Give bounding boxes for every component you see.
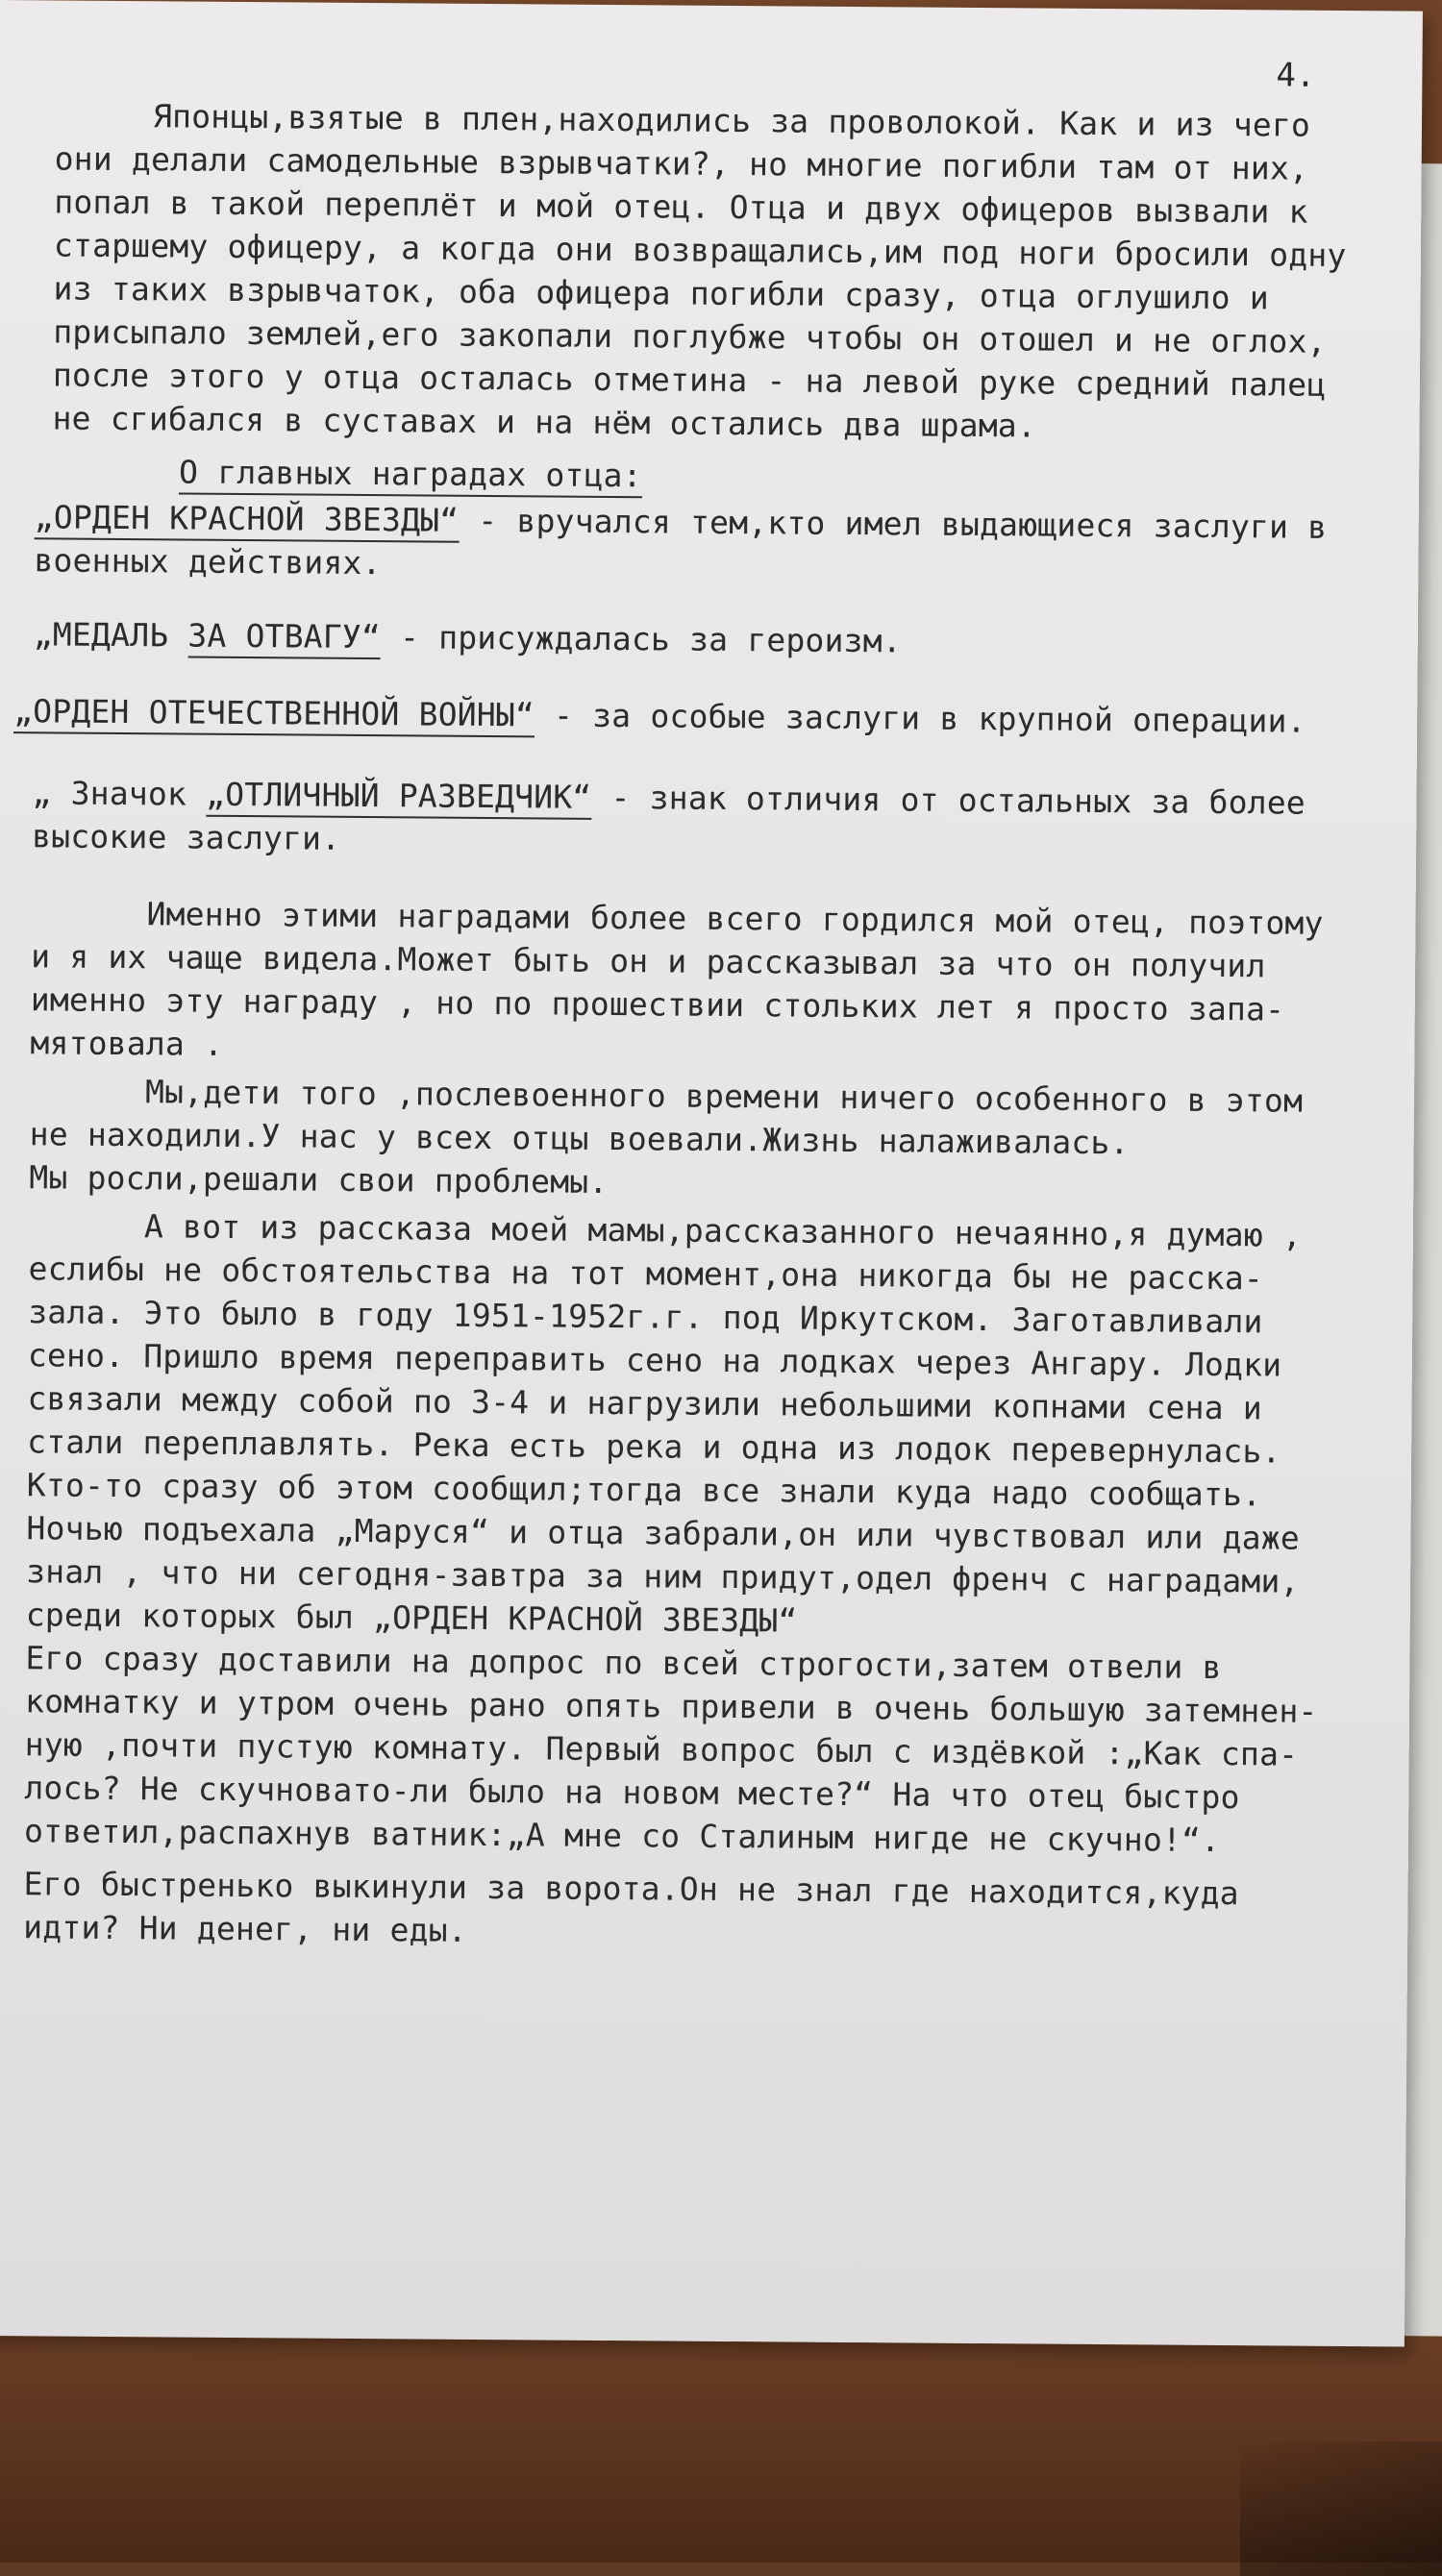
text-line: лось? Не скучновато-ли было на новом месте?“ На что отец быстро: [24, 1769, 1240, 1817]
text-line: и я их чаще видела.Может быть он и рассказывал за что он получил: [31, 937, 1266, 985]
text-line: именно эту награду , но по прошествии стольких лет я просто запа-: [30, 980, 1285, 1028]
text-line: стали переплавлять. Река есть река и одна из лодок перевернулась.: [27, 1423, 1281, 1471]
text-line: мятовала .: [30, 1024, 224, 1063]
text-line: еслибы не обстоятельства на тот момент,она никогда бы не расска-: [28, 1250, 1264, 1298]
text-line: старшему офицеру, а когда они возвращались,им под ноги бросили одну: [53, 226, 1347, 275]
award-description: - знак отличия от остальных за более: [591, 778, 1306, 822]
text-line: Мы,дети того ,послевоенного времени ничего особенного в этом: [144, 1073, 1304, 1120]
medal-prefix: „МЕДАЛЬ: [33, 615, 188, 655]
text-line: А вот из рассказа моей мамы,рассказанного нечаянно,я думаю ,: [143, 1207, 1303, 1254]
award-excellent-scout: [32, 774, 1305, 822]
text-line: Именно этими наградами более всего гордился мой отец, поэтому: [146, 895, 1324, 942]
text-line: не находили.У нас у всех отцы воевали.Жизнь налаживалась.: [29, 1115, 1130, 1162]
corner-shadow: [1240, 2441, 1442, 2576]
text-line: Его быстренько выкинули за ворота.Он не знал где находится,куда: [23, 1865, 1239, 1913]
award-description: - вручался тем,кто имел выдающиеся заслуги в: [459, 501, 1328, 546]
award-name: ЗА ОТВАГУ“: [187, 617, 381, 660]
text-line: Ночью подъехала „Маруся“ и отца забрали,он или чувствовал или даже: [26, 1509, 1301, 1557]
text-line: идти? Ни денег, ни еды.: [23, 1908, 467, 1949]
awards-heading-text: О главных наградах отца:: [179, 453, 642, 498]
award-description: - присуждалась за героизм.: [380, 618, 903, 660]
page-number: 4.: [1276, 56, 1316, 95]
text-line: присыпало землей,его закопали поглубже чтобы он отошел и не оглох,: [53, 312, 1327, 360]
text-line: Японцы,взятые в плен,находились за проволокой. Как и из чего: [152, 97, 1311, 144]
badge-prefix: „ Значок: [32, 774, 207, 813]
award-description-cont: военных действиях.: [34, 541, 382, 582]
text-line: среди которых был „ОРДЕН КРАСНОЙ ЗВЕЗДЫ“: [25, 1596, 798, 1640]
text-line: не сгибался в суставах и на нём остались два шрама.: [52, 399, 1037, 445]
awards-heading: [179, 453, 642, 495]
award-medal-bravery: [34, 615, 902, 660]
award-name: „ОТЛИЧНЫЙ РАЗВЕДЧИК“: [206, 776, 592, 820]
table-edge: [0, 2326, 1442, 2563]
award-name: „ОРДЕН ОТЕЧЕСТВЕННОЙ ВОЙНЫ“: [13, 692, 535, 737]
text-line: они делали самодельные взрывчатки?, но многие погибли там от них,: [54, 139, 1309, 187]
text-line: ную ,почти пустую комнату. Первый вопрос был с издёвкой :„Как спа-: [24, 1725, 1299, 1773]
award-name: „ОРДЕН КРАСНОЙ ЗВЕЗДЫ“: [35, 498, 460, 542]
award-order-red-star: [35, 498, 1328, 547]
text-line: сено. Пришло время переправить сено на лодках через Ангару. Лодки: [27, 1336, 1282, 1384]
award-order-patriotic-war: [13, 692, 1306, 741]
text-line: попал в такой переплёт и мой отец. Отца и двух офицеров вызвали к: [54, 183, 1308, 231]
text-line: Мы росли,решали свои проблемы.: [29, 1158, 609, 1201]
text-line: знал , что ни сегодня-завтра за ним придут,одел френч с наградами,: [26, 1552, 1300, 1600]
text-line: ответил,распахнув ватник:„А мне со Сталиным нигде не скучно!“.: [23, 1812, 1221, 1860]
award-description: - за особые заслуги в крупной операции.: [534, 696, 1306, 740]
text-line: связали между собой по 3-4 и нагрузили небольшими копнами сена и: [27, 1379, 1263, 1427]
award-description-cont: высокие заслуги.: [32, 817, 341, 857]
text-line: зала. Это было в году 1951-1952г.г. под Иркутском. Заготавливали: [28, 1293, 1263, 1341]
text-line: из таких взрывчаток, оба офицера погибли сразу, отца оглушило и: [53, 269, 1270, 317]
text-line: Его сразу доставили на допрос по всей строгости,затем отвели в: [25, 1639, 1222, 1687]
text-line: после этого у отца осталась отметина - на левой руке средний палец: [52, 356, 1327, 404]
text-line: Кто-то сразу об этом сообщил;тогда все знали куда надо сообщать.: [26, 1466, 1262, 1514]
text-line: комнатку и утром очень рано опять привели в очень большую затемнен-: [24, 1682, 1318, 1730]
